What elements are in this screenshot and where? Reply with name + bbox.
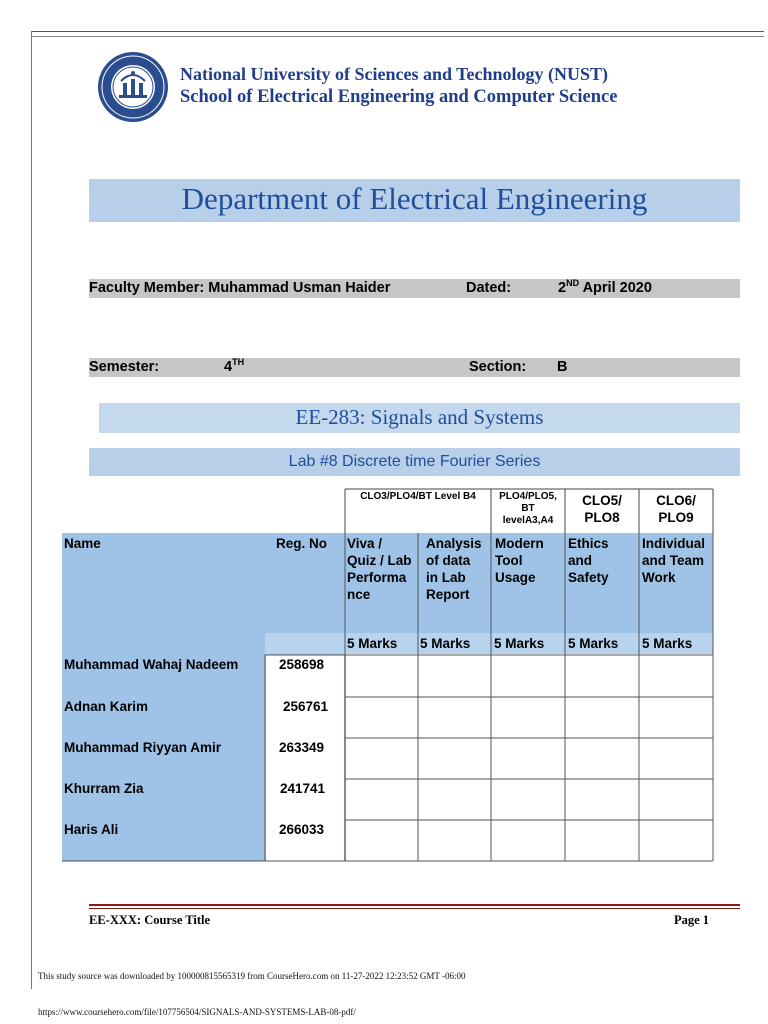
criteria-header-ethics: Ethics and Safety [568, 536, 609, 585]
faculty-member: Faculty Member: Muhammad Usman Haider [89, 280, 391, 296]
marks-modern-tool: 5 Marks [494, 636, 545, 651]
group-header-clo5: CLO5/ PLO8 [582, 493, 622, 525]
footer-rule [89, 904, 740, 906]
student-name: Adnan Karim [64, 699, 149, 714]
semester-label: Semester: [89, 359, 160, 375]
student-name: Muhammad Wahaj Nadeem [64, 657, 239, 672]
criteria-header-modern-tool: Modern Tool Usage [495, 536, 544, 585]
student-name: Muhammad Riyyan Amir [64, 740, 222, 755]
university-name: National University of Sciences and Technology (NUST) [180, 64, 609, 84]
criteria-header-viva: Viva / Quiz / Lab Performa nce [347, 536, 412, 602]
student-reg: 241741 [280, 781, 326, 796]
student-reg: 263349 [279, 740, 325, 755]
reg-column-header: Reg. No [276, 536, 328, 551]
course-title: EE-283: Signals and Systems [295, 405, 544, 429]
group-header-plo4: PLO4/PLO5, BT levelA3,A4 [499, 491, 557, 526]
group-header-clo6: CLO6/ PLO9 [656, 493, 696, 525]
school-name: School of Electrical Engineering and Computer Science [180, 87, 618, 107]
student-name: Khurram Zia [64, 781, 144, 796]
lab-title: Lab #8 Discrete time Fourier Series [288, 453, 541, 470]
criteria-header-analysis: Analysis of data in Lab Report [426, 536, 482, 602]
criteria-header-teamwork: Individual and Team Work [642, 536, 706, 585]
dated-label: Dated: [466, 280, 512, 296]
footer-rule-thin [89, 908, 740, 909]
marks-teamwork: 5 Marks [642, 636, 693, 651]
section-label: Section: [469, 359, 527, 375]
marks-ethics: 5 Marks [568, 636, 619, 651]
date-value: 2ND April 2020 [558, 278, 652, 296]
marks-analysis: 5 Marks [420, 636, 471, 651]
student-name: Haris Ali [64, 822, 119, 837]
student-reg: 258698 [279, 657, 325, 672]
marks-viva: 5 Marks [347, 636, 398, 651]
section-value: B [557, 359, 568, 375]
student-reg: 256761 [283, 699, 329, 714]
department-title: Department of Electrical Engineering [181, 181, 648, 216]
source-url[interactable]: https://www.coursehero.com/file/107756504/SIGNALS-AND-SYSTEMS-LAB-08-pdf/ [38, 1007, 356, 1017]
student-reg: 266033 [279, 822, 325, 837]
semester-value: 4TH [224, 357, 245, 375]
download-notice: This study source was downloaded by 100000815565319 from CourseHero.com on 11-27-2022 12:23:52 GMT -06:00 [38, 971, 466, 981]
footer-course-title: EE-XXX: Course Title [89, 913, 211, 927]
footer-page-number: Page 1 [674, 913, 710, 927]
group-header-clo3: CLO3/PLO4/BT Level B4 [360, 491, 476, 502]
name-column-header: Name [64, 536, 101, 551]
